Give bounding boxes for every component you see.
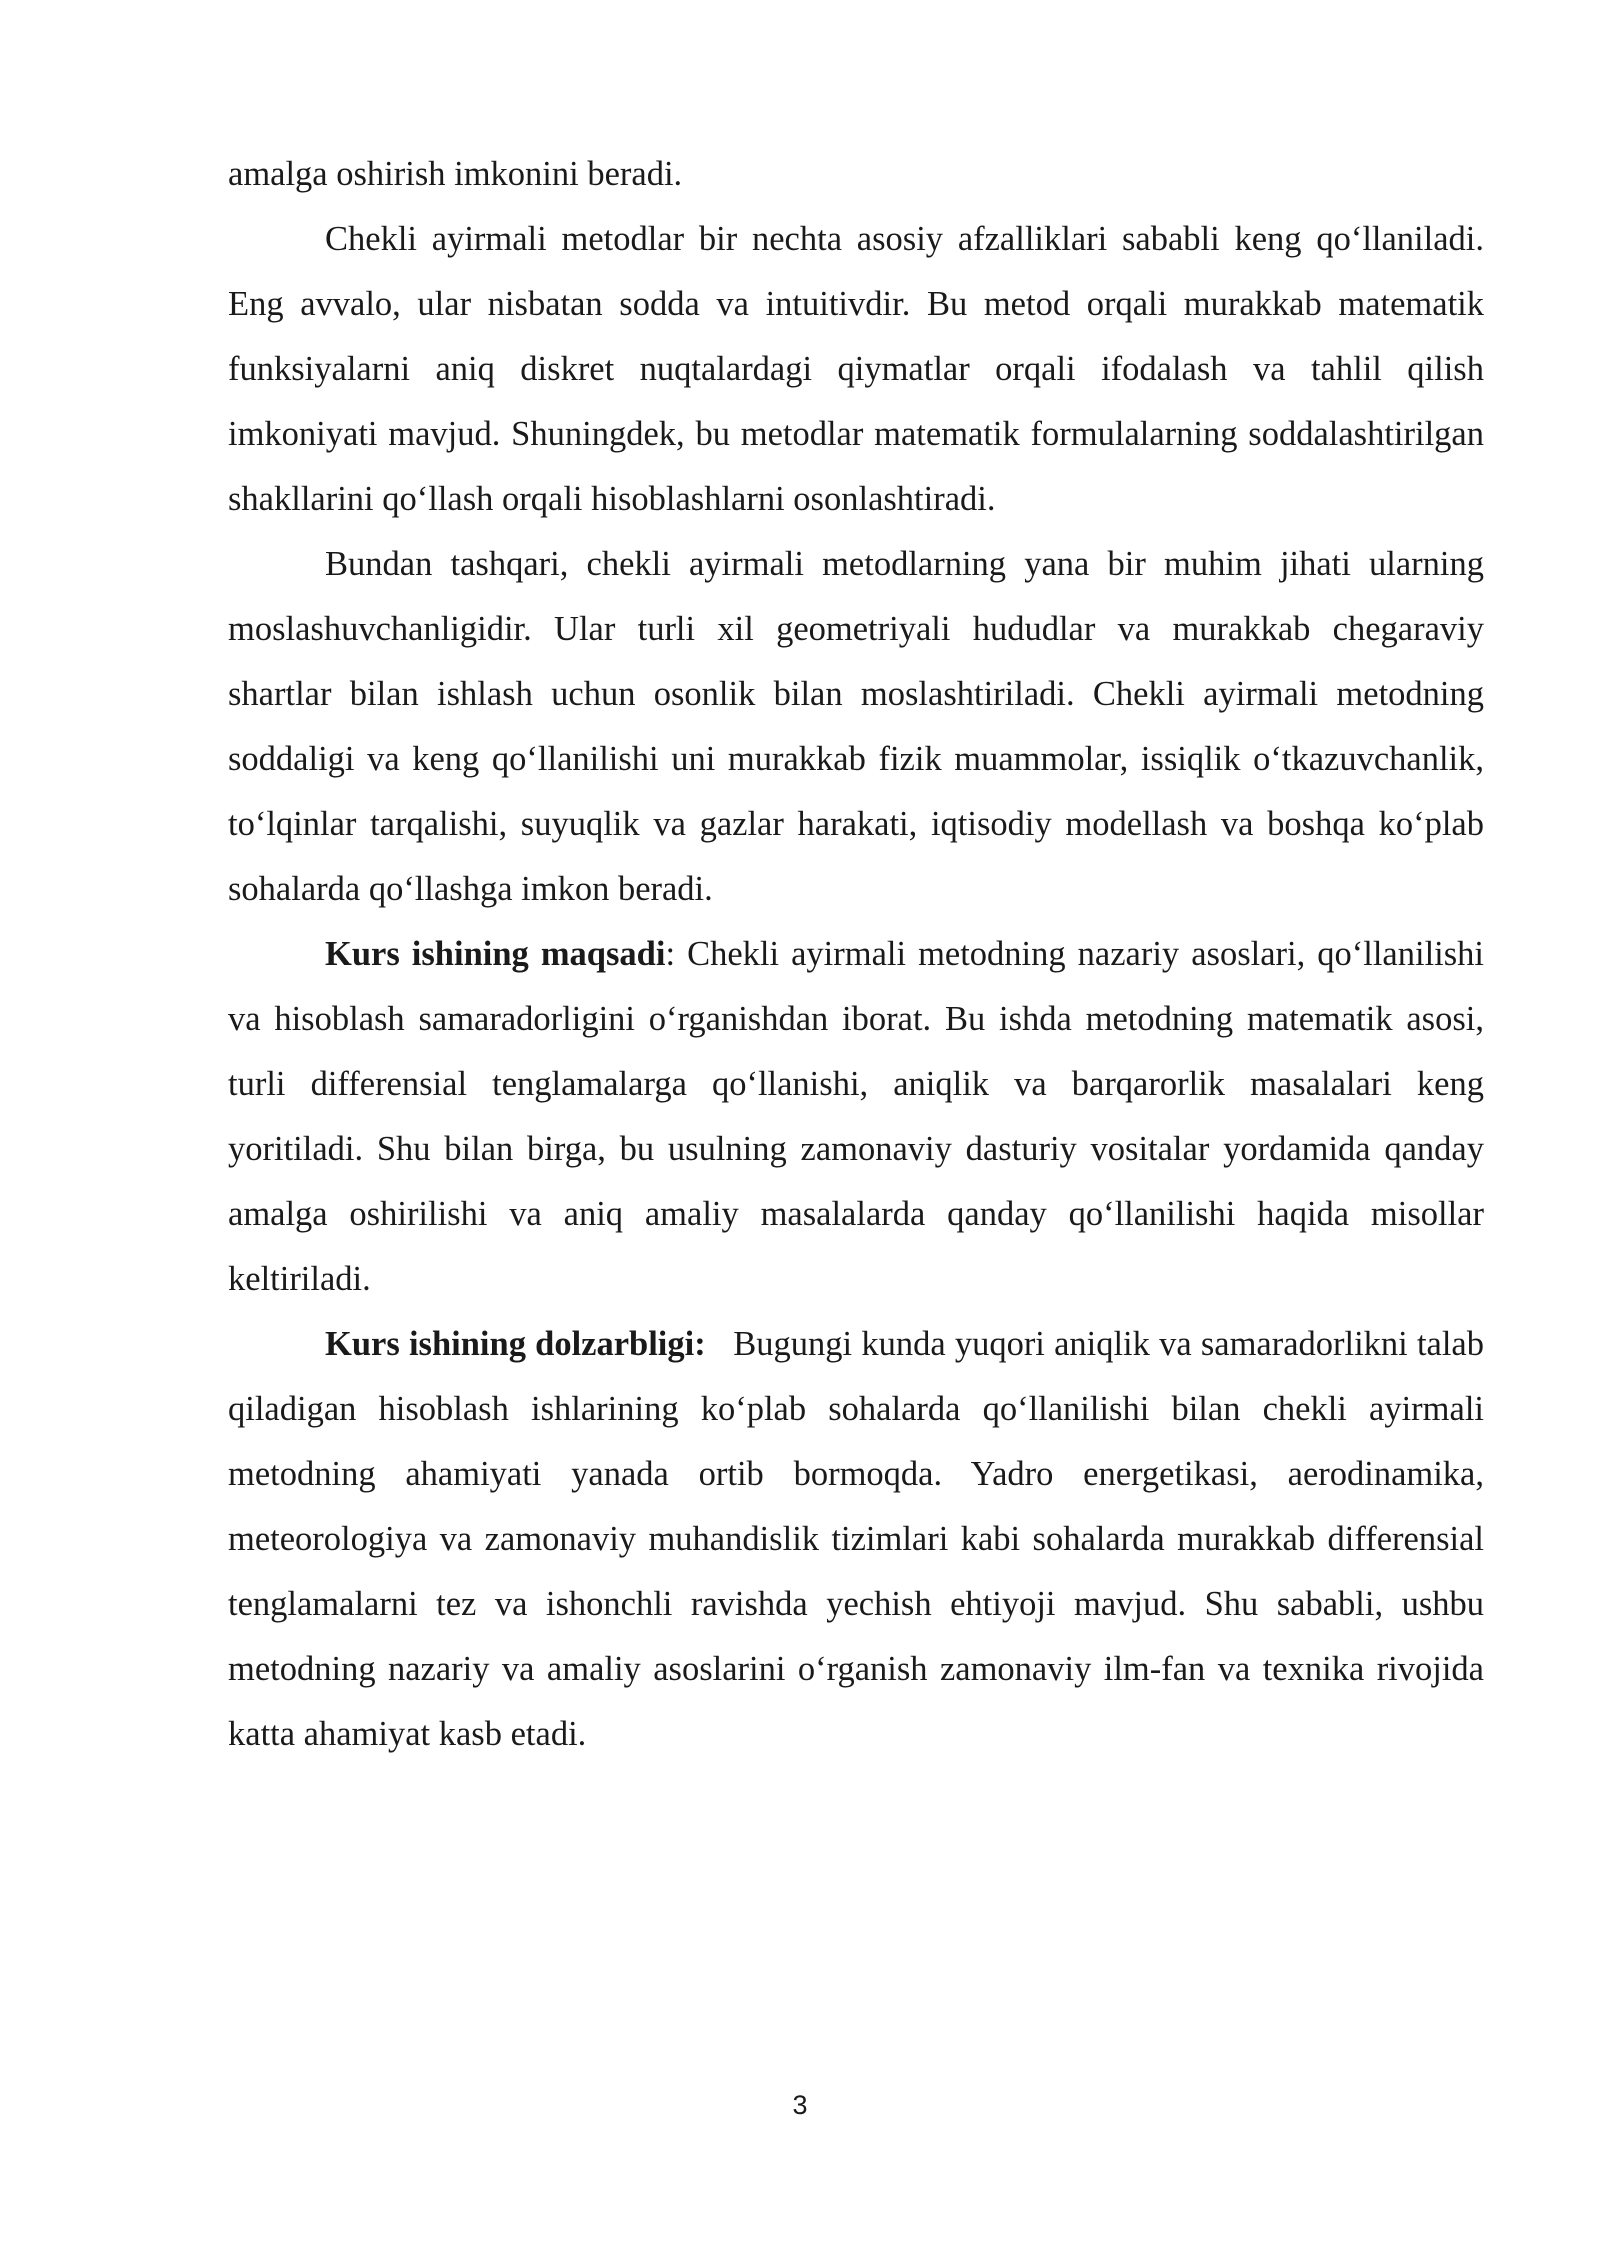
paragraph-goal [228, 922, 1484, 1312]
paragraph-lead-heading: Kurs ishining dolzarbligi: [325, 1325, 706, 1363]
paragraph-relevance [228, 1312, 1493, 1767]
body-text [228, 142, 1493, 1767]
paragraph-text: Chekli ayirmali metodlar bir nechta asosiy afzalliklari sababli keng qo‘llaniladi. Eng avvalo, ular nisbatan sodda va intuitivdir. Bu metod orqali murakkab matematik funksiyalarni aniq diskret nuqtalardagi qiymatlar orqali ifodalash va tahlil qilish imkoniyati mavjud. Shuningdek, bu metodlar matematik formulalarning soddalashtirilgan shakllarini qo‘llash orqali hisoblashlarni osonlashtiradi. [228, 220, 1484, 518]
paragraph-continuation [228, 142, 1484, 207]
paragraph-text: Bundan tashqari, chekli ayirmali metodlarning yana bir muhim jihati ularning moslashuvchanligidir. Ular turli xil geometriyali hududlar va murakkab chegaraviy shartlar bilan ishlash uchun osonlik bilan moslashtiriladi. Chekli ayirmali metodning soddaligi va keng qo‘llanilishi uni murakkab fizik muammolar, issiqlik o‘tkazuvchanlik, to‘lqinlar tarqalishi, suyuqlik va gazlar harakati, iqtisodiy modellash va boshqa ko‘plab sohalarda qo‘llashga imkon beradi. [228, 545, 1484, 908]
paragraph-text: Bugungi kunda yuqori aniqlik va samaradorlikni talab qiladigan hisoblash ishlarining ko‘plab sohalarda qo‘llanilishi bilan chekli ayirmali metodning ahamiyati yanada ortib bormoqda. Yadro energetikasi, aerodinamika, meteorologiya va zamonaviy muhandislik tizimlari kabi sohalarda murakkab differensial tenglamalarni tez va ishonchli ravishda yechish ehtiyoji mavjud. Shu sababli, ushbu metodning nazariy va amaliy asoslarini o‘rganish zamonaviy ilm-fan va texnika rivojida katta ahamiyat kasb etadi. [228, 1325, 1493, 1753]
paragraph-lead-heading: Kurs ishining maqsadi [325, 935, 666, 973]
paragraph-flexibility [228, 532, 1484, 922]
paragraph-text: : Chekli ayirmali metodning nazariy asoslari, qo‘llanilishi va hisoblash samaradorligini o‘rganishdan iborat. Bu ishda metodning matematik asosi, turli differensial tenglamalarga qo‘llanishi, aniqlik va barqarorlik masalalari keng yoritiladi. Shu bilan birga, bu usulning zamonaviy dasturiy vositalar yordamida qanday amalga oshirilishi va aniq amaliy masalalarda qanday qo‘llanilishi haqida misollar keltiriladi. [228, 935, 1484, 1298]
paragraph-advantages [228, 207, 1484, 532]
page-number: 3 [792, 2090, 808, 2120]
paragraph-text: amalga oshirish imkonini beradi. [228, 155, 683, 193]
